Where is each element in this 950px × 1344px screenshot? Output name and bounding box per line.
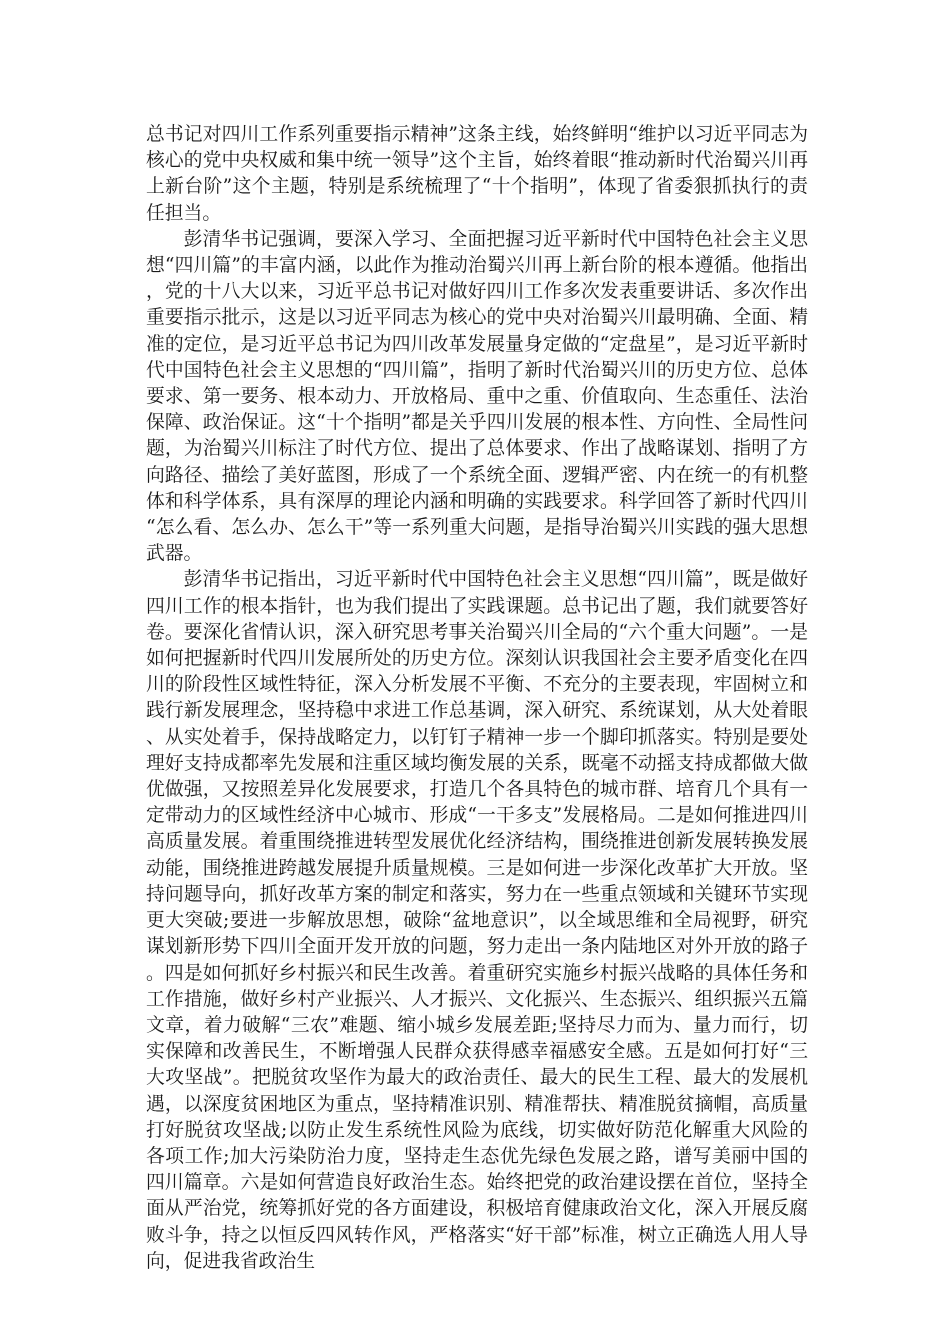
- document-body: [146, 122, 808, 1275]
- paragraph-ten-guidelines: 彭清华书记强调，要深入学习、全面把握习近平新时代中国特色社会主义思想“四川篇”的丰富内涵，以此作为推动治蜀兴川再上新台阶的根本遵循。他指出，党的十八大以来，习近平总书记对做好四川工作多次发表重要讲话、多次作出重要指示批示，这是以习近平同志为核心的党中央对治蜀兴川最明确、全面、精准的定位，是习近平总书记为四川改革发展量身定做的“定盘星”，是习近平新时代中国特色社会主义思想的“四川篇”，指明了新时代治蜀兴川的历史方位、总体要求、第一要务、根本动力、开放格局、重中之重、价值取向、生态重任、法治保障、政治保证。这“十个指明”都是关乎四川发展的根本性、方向性、全局性问题，为治蜀兴川标注了时代方位、提出了总体要求、作出了战略谋划、指明了方向路径、描绘了美好蓝图，形成了一个系统全面、逻辑严密、内在统一的有机整体和科学体系，具有深厚的理论内涵和明确的实践要求。科学回答了新时代四川“怎么看、怎么办、怎么干”等一系列重大问题，是指导治蜀兴川实践的强大思想武器。: [146, 228, 808, 565]
- paragraph-six-major-issues: 彭清华书记指出，习近平新时代中国特色社会主义思想“四川篇”，既是做好四川工作的根本指针，也为我们提出了实践课题。总书记出了题，我们就要答好卷。要深化省情认识，深入研究思考事关治蜀兴川全局的“六个重大问题”。一是如何把握新时代四川发展所处的历史方位。深刻认识我国社会主要矛盾变化在四川的阶段性区域性特征，深入分析发展不平衡、不充分的主要表现，牢固树立和践行新发展理念，坚持稳中求进工作总基调，深入研究、系统谋划，从大处着眼、从实处着手，保持战略定力，以钉钉子精神一步一个脚印抓落实。特别是要处理好支持成都率先发展和注重区域均衡发展的关系，既毫不动摇支持成都做大做优做强，又按照差异化发展要求，打造几个各具特色的城市群、培育几个具有一定带动力的区域性经济中心城市、形成“一干多支”发展格局。二是如何推进四川高质量发展。着重围绕推进转型发展优化经济结构，围绕推进创新发展转换发展动能，围绕推进跨越发展提升质量规模。三是如何进一步深化改革扩大开放。坚持问题导向，抓好改革方案的制定和落实，努力在一些重点领域和关键环节实现更大突破;要进一步解放思想，破除“盆地意识”，以全域思维和全局视野，研究谋划新形势下四川全面开发开放的问题，努力走出一条内陆地区对外开放的路子。四是如何抓好乡村振兴和民生改善。着重研究实施乡村振兴战略的具体任务和工作措施，做好乡村产业振兴、人才振兴、文化振兴、生态振兴、组织振兴五篇文章，着力破解“三农”难题、缩小城乡发展差距;坚持尽力而为、量力而行，切实保障和改善民生，不断增强人民群众获得感幸福感安全感。五是如何打好“三大攻坚战”。把脱贫攻坚作为最大的政治责任、最大的民生工程、最大的发展机遇，以深度贫困地区为重点，坚持精准识别、精准帮扶、精准脱贫摘帽，高质量打好脱贫攻坚战;以防止发生系统性风险为底线，切实做好防范化解重大风险的各项工作;加大污染防治力度，坚持走生态优先绿色发展之路，谱写美丽中国的四川篇章。六是如何营造良好政治生态。始终把党的政治建设摆在首位，坚持全面从严治党，统筹抓好党的各方面建设，积极培育健康政治文化，深入开展反腐败斗争，持之以恒反四风转作风，严格落实“好干部”标准，树立正确选人用人导向，促进我省政治生: [146, 569, 808, 1272]
- paragraph-continuation: 总书记对四川工作系列重要指示精神”这条主线，始终鲜明“维护以习近平同志为核心的党中央权威和集中统一领导”这个主旨，始终着眼“推动新时代治蜀兴川再上新台阶”这个主题，特别是系统梳理了“十个指明”，体现了省委狠抓执行的责任担当。: [146, 124, 808, 224]
